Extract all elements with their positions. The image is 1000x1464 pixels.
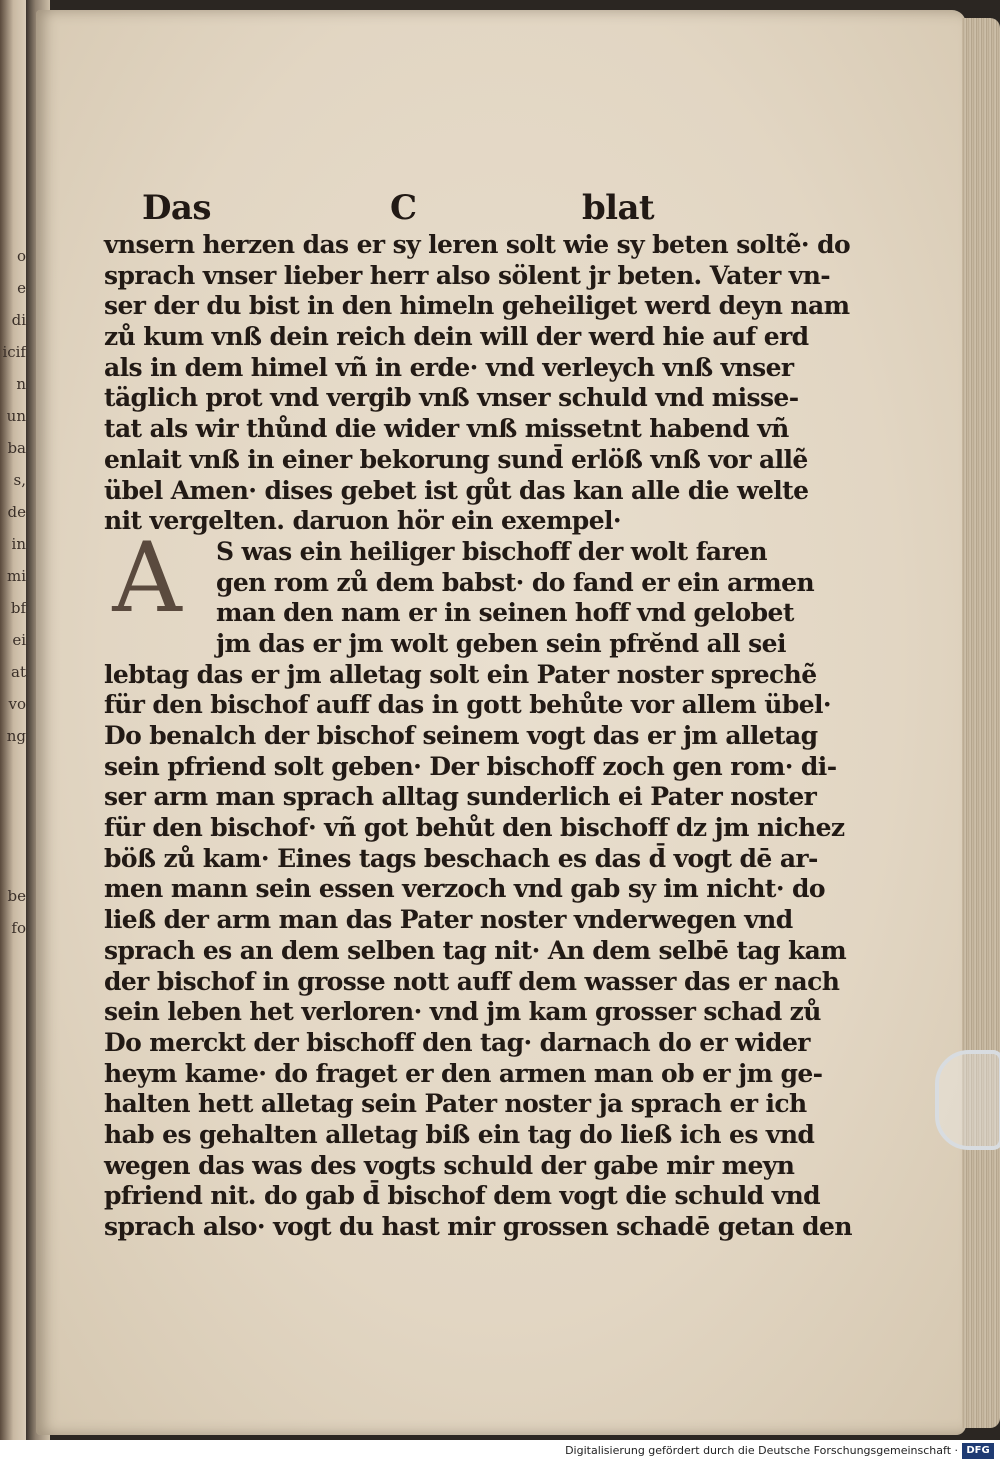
text-line: ließ der arm man das Pater noster vnderwegen vnd (104, 905, 793, 935)
text-line: wegen das was des vogts schuld der gabe mir meyn (104, 1150, 795, 1180)
text-line: sein leben het verloren· vnd jm kam grosser schad zů (104, 997, 821, 1027)
page-edges (962, 18, 1000, 1428)
text-line: Do benalch der bischof seinem vogt das er jm alletag (104, 721, 818, 750)
text-line: böß zů kam· Eines tags beschach es das d̄ vogt dē ar- (104, 843, 818, 873)
print-text-block (104, 188, 852, 1243)
heading-left: Das (142, 188, 211, 228)
text-line: ser arm man sprach alltag sunderlich ei Pater noster (104, 782, 817, 812)
text-line: übel Amen· dises gebet ist gůt das kan alle die welte (104, 475, 809, 505)
text-line: für den bischof· vñ got behůt den bischoff dz jm nichez (104, 813, 845, 843)
text-line: sprach es an dem selben tag nit· An dem selbē tag kam (104, 935, 847, 965)
decorated-initial: A (112, 522, 182, 634)
text-line: hab es gehalten alletag biß ein tag do ließ ich es vnd (104, 1119, 815, 1149)
text-line: nit vergelten. daruon hör ein exempel· (104, 506, 621, 536)
indented-text-line: gen rom zů dem babst· do fand er ein armen (216, 567, 815, 597)
heading-folio-numeral: C (390, 188, 417, 228)
text-line: heym kame· do fraget er den armen man ob er jm ge- (104, 1058, 823, 1088)
text-line: sprach also· vogt du hast mir grossen schadē getan den (104, 1212, 852, 1241)
indented-text-line: man den nam er in seinen hoff vnd gelobet (216, 598, 794, 628)
indented-text-line: S was ein heiliger bischoff der wolt faren (216, 536, 767, 566)
text-line: vnsern herzen das er sy leren solt wie sy beten soltẽ· do (104, 230, 851, 259)
text-line: men mann sein essen verzoch vnd gab sy im nicht· do (104, 874, 826, 904)
text-line: täglich prot vnd vergib vnß vnser schuld vnd misse- (104, 383, 799, 413)
text-line: lebtag das er jm alletag solt ein Pater noster sprechẽ (104, 659, 817, 689)
text-line: ser der du bist in den himeln geheiliget werd deyn nam (104, 291, 850, 321)
text-line: der bischof in grosse nott auff dem wasser das er nach (104, 966, 840, 996)
indented-text-line: jm das er jm wolt geben sein pfrĕnd all sei (216, 628, 786, 658)
text-line: tat als wir thůnd die wider vnß missetnt habend vñ (104, 414, 789, 444)
heading-right: blat (582, 188, 655, 228)
facing-page-fragments: o e di icif n un ba s, de in mi bf ei at vo ng be fo (2, 247, 26, 937)
page-heading (104, 188, 724, 230)
paper-clip (935, 1050, 1000, 1150)
text-line: sprach vnser lieber herr also sölent jr beten. Vater vn- (104, 260, 831, 290)
text-line: für den bischof auff das in gott behůte vor allem übel· (104, 690, 832, 720)
text-line: enlait vnß in einer bekorung sund̄ erlöß vnß vor allẽ (104, 444, 808, 474)
text-line: zů kum vnß dein reich dein will der werd hie auf erd (104, 322, 809, 352)
text-line: Do merckt der bischoff den tag· darnach do er wider (104, 1027, 810, 1057)
text-line: als in dem himel vñ in erde· vnd verleych vnß vnser (104, 352, 794, 382)
text-line: halten hett alletag sein Pater noster ja sprach er ich (104, 1089, 807, 1119)
text-line: pfriend nit. do gab d̄ bischof dem vogt die schuld vnd (104, 1181, 821, 1211)
dfg-logo: DFG (962, 1443, 994, 1459)
funding-credit: Digitalisierung gefördert durch die Deutsche Forschungsgemeinschaft · (565, 1444, 958, 1457)
footer-bar (0, 1440, 1000, 1464)
text-line: sein pfriend solt geben· Der bischoff zoch gen rom· di- (104, 751, 837, 781)
